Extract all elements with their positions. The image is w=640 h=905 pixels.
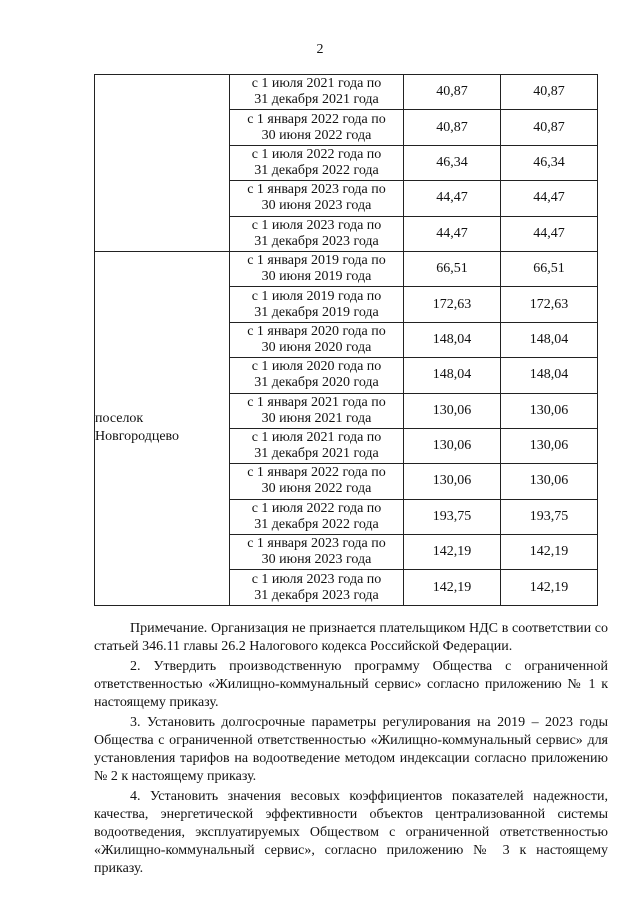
item-3-paragraph: 3. Установить долгосрочные параметры регулирования на 2019 – 2023 годы Общества с ограниченной ответственностью «Жилищно-коммунальный сервис» для установления тарифов на водоотведение методом индексации согласно приложению № 2 к настоящему приказу. [94, 715, 608, 784]
period-line: 31 декабря 2023 года [254, 233, 379, 249]
tariff-value-cell: 130,06 [404, 464, 501, 499]
table-row [95, 251, 598, 286]
tariff-value-vat-cell: 142,19 [501, 570, 598, 605]
period-cell [230, 110, 404, 145]
period-line: с 1 января 2019 года по [247, 253, 386, 269]
tariff-value-vat-cell: 44,47 [501, 181, 598, 216]
period-line: с 1 января 2022 года по [247, 111, 386, 127]
tariff-value-vat-cell: 148,04 [501, 322, 598, 357]
period-cell [230, 570, 404, 605]
tariff-value-cell: 44,47 [404, 216, 501, 251]
tariff-value-vat-cell: 130,06 [501, 464, 598, 499]
tariff-value-vat-cell: 66,51 [501, 251, 598, 286]
period-line: с 1 июля 2021 года по [251, 76, 382, 92]
period-line: с 1 января 2023 года по [247, 536, 386, 552]
locality-cell [95, 75, 230, 252]
tariff-value-vat-cell: 130,06 [501, 428, 598, 463]
tariff-value-vat-cell: 40,87 [501, 75, 598, 110]
period-line: с 1 июля 2020 года по [251, 359, 382, 375]
period-line: 31 декабря 2023 года [254, 587, 379, 603]
period-cell [230, 181, 404, 216]
period-line: 31 декабря 2021 года [254, 446, 379, 462]
period-line: 31 декабря 2022 года [254, 162, 379, 178]
locality-name-line: поселок [95, 411, 144, 427]
period-cell [230, 251, 404, 286]
period-line: с 1 июля 2022 года по [251, 146, 382, 162]
period-cell [230, 216, 404, 251]
period-cell [230, 145, 404, 180]
tariff-table [94, 74, 598, 606]
period-line: 31 декабря 2022 года [254, 516, 379, 532]
period-line: с 1 июля 2019 года по [251, 288, 382, 304]
tariff-value-cell: 142,19 [404, 570, 501, 605]
period-cell [230, 464, 404, 499]
tariff-value-cell: 148,04 [404, 322, 501, 357]
tariff-value-vat-cell: 44,47 [501, 216, 598, 251]
period-line: 31 декабря 2021 года [254, 92, 379, 108]
tariff-value-vat-cell: 142,19 [501, 535, 598, 570]
tariff-value-vat-cell: 46,34 [501, 145, 598, 180]
period-line: с 1 января 2023 года по [247, 182, 386, 198]
period-line: 31 декабря 2019 года [254, 304, 379, 320]
period-line: с 1 января 2020 года по [247, 323, 386, 339]
note-paragraph: Примечание. Организация не признается плательщиком НДС в соответствии со статьей 346.11 главы 26.2 Налогового кодекса Российской Федерации. [94, 621, 608, 654]
period-cell [230, 287, 404, 322]
period-line: 30 июня 2023 года [261, 552, 372, 568]
order-text [94, 620, 608, 880]
period-cell [230, 322, 404, 357]
tariff-value-cell: 130,06 [404, 393, 501, 428]
period-line: 30 июня 2022 года [261, 127, 372, 143]
tariff-value-cell: 46,34 [404, 145, 501, 180]
period-line: с 1 июля 2022 года по [251, 500, 382, 516]
period-line: с 1 июля 2023 года по [251, 571, 382, 587]
period-cell [230, 428, 404, 463]
tariff-value-cell: 172,63 [404, 287, 501, 322]
period-line: с 1 января 2021 года по [247, 394, 386, 410]
tariff-value-cell: 193,75 [404, 499, 501, 534]
period-line: 30 июня 2023 года [261, 198, 372, 214]
tariff-value-cell: 40,87 [404, 110, 501, 145]
tariff-value-cell: 66,51 [404, 251, 501, 286]
tariff-value-cell: 44,47 [404, 181, 501, 216]
period-cell [230, 75, 404, 110]
period-line: с 1 января 2022 года по [247, 465, 386, 481]
period-line: с 1 июля 2021 года по [251, 430, 382, 446]
tariff-value-cell: 40,87 [404, 75, 501, 110]
locality-name-line: Новгородцево [95, 429, 180, 445]
table-row [95, 75, 598, 110]
item-4-paragraph: 4. Установить значения весовых коэффициентов показателей надежности, качества, энергетической эффективности объектов централизованной системы водоотведения, эксплуатируемых Обществом с ограниченной ответственностью «Жилищно-коммунальный сервис», согласно приложению № 3 к настоящему приказу. [94, 789, 608, 876]
tariff-value-cell: 130,06 [404, 428, 501, 463]
tariff-value-vat-cell: 40,87 [501, 110, 598, 145]
tariff-value-cell: 142,19 [404, 535, 501, 570]
tariff-value-vat-cell: 172,63 [501, 287, 598, 322]
tariff-value-vat-cell: 130,06 [501, 393, 598, 428]
locality-cell [95, 251, 230, 605]
period-line: 31 декабря 2020 года [254, 375, 379, 391]
tariff-value-cell: 148,04 [404, 358, 501, 393]
period-cell [230, 535, 404, 570]
period-line: 30 июня 2021 года [261, 410, 372, 426]
period-cell [230, 393, 404, 428]
tariff-value-vat-cell: 193,75 [501, 499, 598, 534]
page-number: 2 [316, 42, 324, 57]
period-line: 30 июня 2022 года [261, 481, 372, 497]
period-cell [230, 358, 404, 393]
tariff-value-vat-cell: 148,04 [501, 358, 598, 393]
period-line: 30 июня 2019 года [261, 269, 372, 285]
period-cell [230, 499, 404, 534]
period-line: 30 июня 2020 года [261, 339, 372, 355]
period-line: с 1 июля 2023 года по [251, 217, 382, 233]
item-2-paragraph: 2. Утвердить производственную программу Общества с ограниченной ответственностью «Жилищно-коммунальный сервис» согласно приложению № 1 к настоящему приказу. [94, 659, 608, 710]
